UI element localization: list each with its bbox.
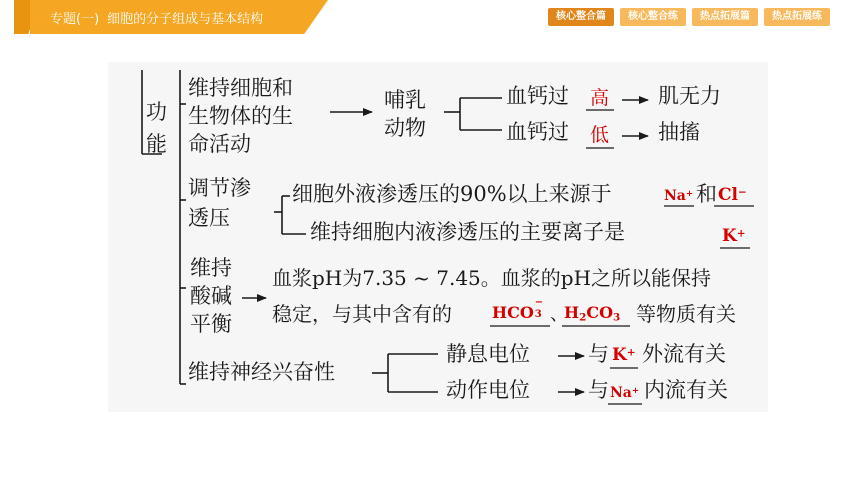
low-calcium-result: 抽搐	[658, 120, 700, 144]
root-char-2: 能	[146, 132, 167, 156]
osmotic-and: 和	[696, 182, 717, 206]
root-char-1: 功	[146, 100, 167, 124]
osmotic-answer-sodium: Na+	[664, 188, 694, 204]
ph-text-line2b: 等物质有关	[636, 302, 736, 326]
action-potential-label: 动作电位	[446, 378, 530, 402]
ph-answer-bicarbonate: HCO − 3	[492, 297, 544, 322]
mammal-label-line1: 哺乳	[384, 88, 426, 112]
osmotic-answer-chloride: Cl−	[718, 185, 747, 205]
top-bar	[0, 0, 860, 34]
resting-answer-potassium: K+	[612, 345, 636, 365]
nav-core-integration[interactable]: 核心整合篇	[548, 8, 614, 26]
mammal-label-line2: 动物	[384, 116, 426, 140]
ph-label-line1: 维持	[190, 256, 232, 280]
life-label-line2: 生物体的生	[188, 104, 293, 128]
resting-result: 外流有关	[642, 342, 726, 366]
nav-core-practice[interactable]: 核心整合练	[620, 8, 686, 26]
osmotic-answer-potassium: K+	[722, 226, 746, 246]
low-calcium-prefix: 血钙过	[506, 120, 569, 144]
high-calcium-prefix: 血钙过	[506, 84, 569, 108]
ph-separator: 、	[550, 304, 568, 325]
function-diagram	[108, 62, 768, 412]
low-calcium-answer: 低	[590, 124, 610, 146]
ph-answer-carbonic-acid: $H_2CO_3$	[564, 303, 621, 324]
osmotic-line2-text: 维持细胞内液渗透压的主要离子是	[310, 220, 625, 244]
osmotic-line1-text: 细胞外液渗透压的90%以上来源于	[292, 182, 612, 206]
resting-with: 与	[588, 342, 609, 366]
resting-potential-label: 静息电位	[446, 342, 530, 366]
ph-text-line2a: 稳定，与其中含有的	[272, 302, 452, 326]
ph-label-line2: 酸碱	[190, 284, 232, 308]
ph-label-line3: 平衡	[190, 312, 232, 336]
title-prefix: 专题(一)	[50, 12, 100, 27]
title-main: 细胞的分子组成与基本结构	[107, 12, 264, 27]
life-label-line1: 维持细胞和	[188, 76, 293, 100]
high-calcium-result: 肌无力	[658, 84, 721, 108]
life-label-line3: 命活动	[188, 132, 251, 156]
nav-hotspot-practice[interactable]: 热点拓展练	[764, 8, 830, 26]
ph-text-line1: 血浆pH为7.35 ~ 7.45。血浆的pH之所以能保持	[272, 266, 712, 290]
action-with: 与	[588, 378, 609, 402]
section-nav	[548, 8, 830, 26]
high-calcium-answer: 高	[590, 87, 610, 109]
action-answer-sodium: Na+	[610, 385, 640, 401]
nav-hotspot-extension[interactable]: 热点拓展篇	[692, 8, 758, 26]
osmotic-label-line1: 调节渗	[188, 176, 251, 200]
page-title	[50, 8, 263, 27]
action-result: 内流有关	[644, 378, 728, 402]
osmotic-label-line2: 透压	[188, 206, 230, 230]
nerve-label: 维持神经兴奋性	[188, 360, 335, 384]
